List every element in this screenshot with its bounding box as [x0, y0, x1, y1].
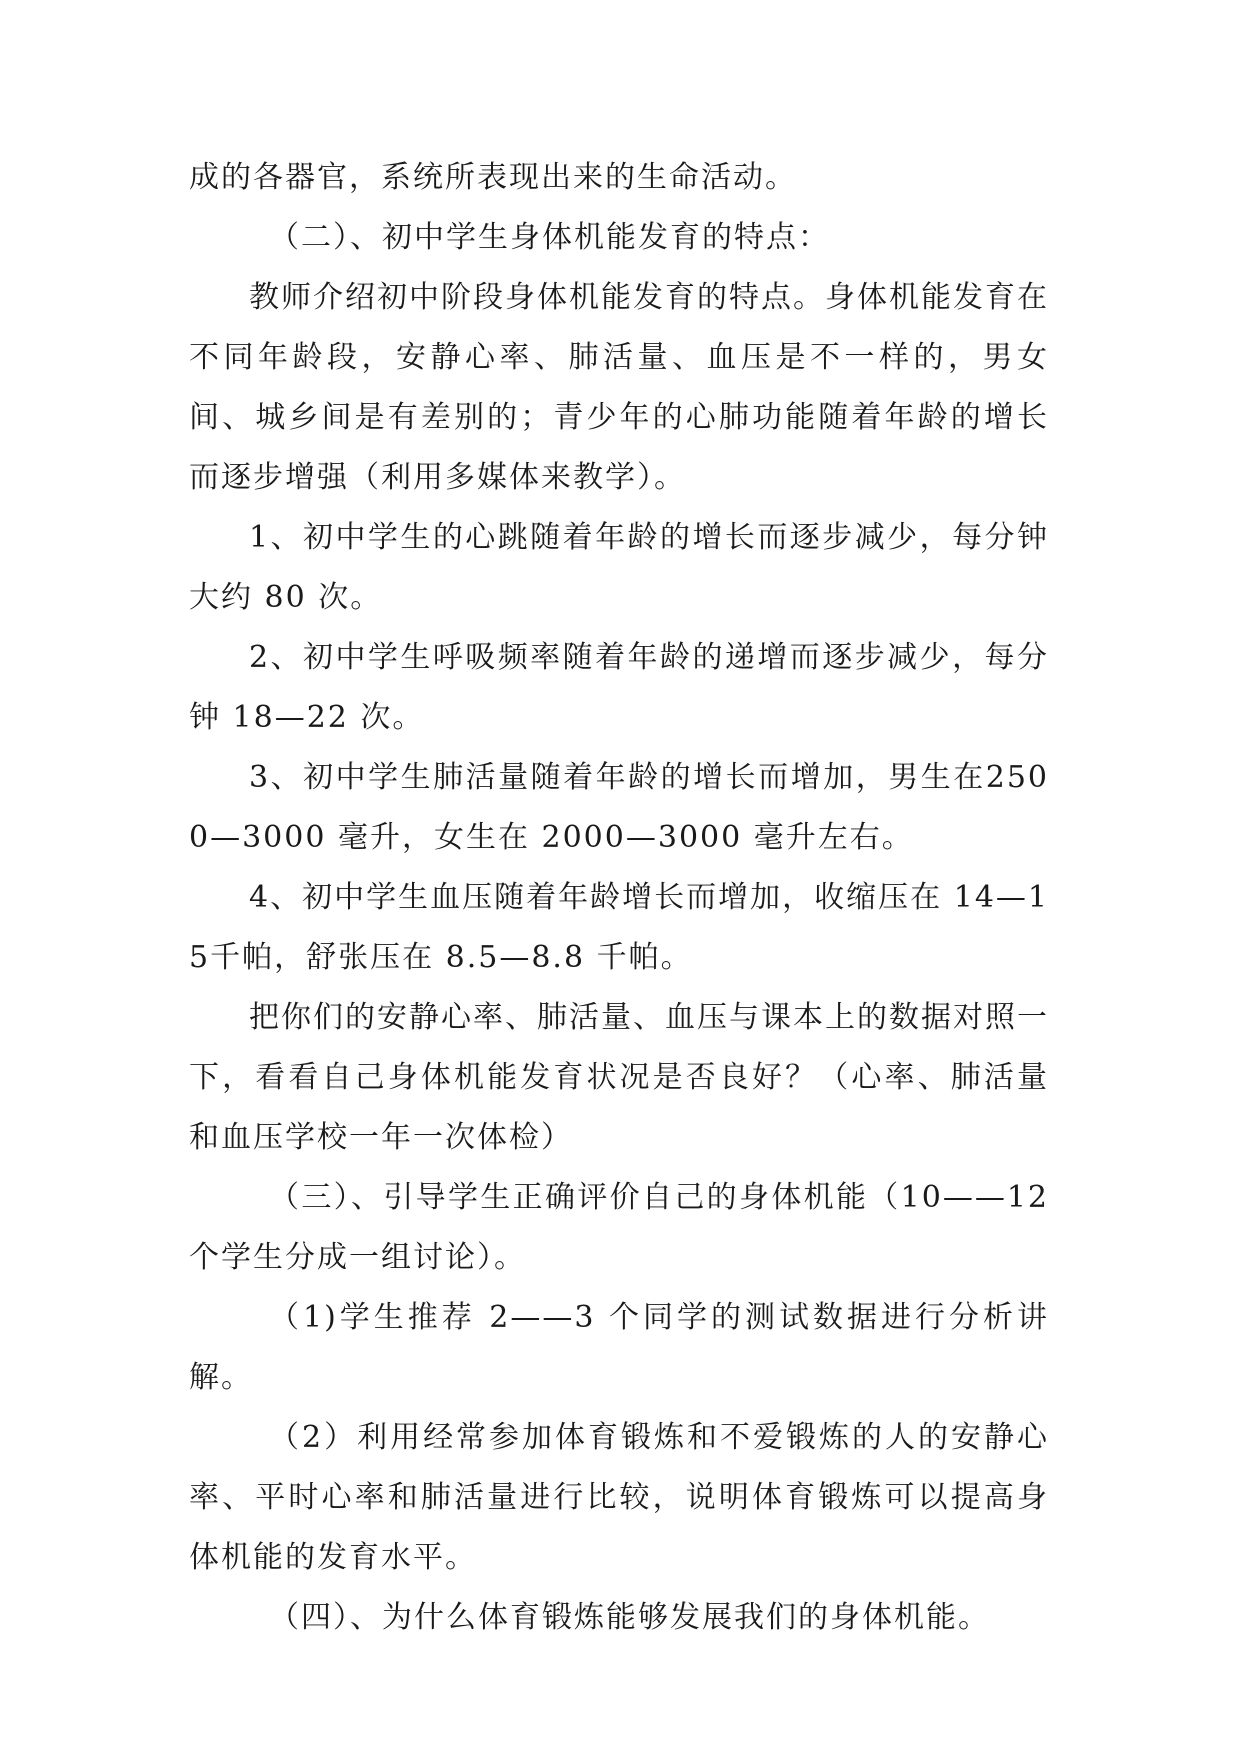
section-heading-4: （四）、为什么体育锻炼能够发展我们的身体机能。: [269, 1600, 990, 1635]
list-item-breathing-rate: 2、初中学生呼吸频率随着年龄的递增而逐步减少，每分钟 18—22 次。: [189, 640, 1049, 735]
paragraph-compare-data: 把你们的安静心率、肺活量、血压与课本上的数据对照一下，看看自己身体机能发育状况是否良好？（心率、肺活量和血压学校一年一次体检）: [189, 1000, 1049, 1155]
list-item-blood-pressure: 4、初中学生血压随着年龄增长而增加，收缩压在 14—15千帕，舒张压在 8.5—8.8 千帕。: [189, 880, 1049, 975]
section-heading-3: （三）、引导学生正确评价自己的身体机能（10——12个学生分成一组讨论）。: [189, 1180, 1049, 1275]
paragraph-teacher-intro: 教师介绍初中阶段身体机能发育的特点。身体机能发育在不同年龄段，安静心率、肺活量、血压是不一样的，男女间、城乡间是有差别的；青少年的心肺功能随着年龄的增长而逐步增强（利用多媒体来教学）。: [189, 280, 1049, 495]
paragraph-continuation: 成的各器官，系统所表现出来的生命活动。: [189, 160, 797, 195]
list-item-lung-capacity: 3、初中学生肺活量随着年龄的增长而增加，男生在2500—3000 毫升，女生在 2000—3000 毫升左右。: [189, 760, 1049, 855]
section-heading-2: （二）、初中学生身体机能发育的特点：: [269, 220, 830, 255]
list-item-heart-rate: 1、初中学生的心跳随着年龄的增长而逐步减少，每分钟大约 80 次。: [189, 520, 1049, 615]
document-body: [189, 148, 1049, 1648]
sub-item-1: （1)学生推荐 2——3 个同学的测试数据进行分析讲解。: [189, 1300, 1049, 1395]
sub-item-2: （2）利用经常参加体育锻炼和不爱锻炼的人的安静心率、平时心率和肺活量进行比较，说明体育锻炼可以提高身体机能的发育水平。: [189, 1420, 1049, 1575]
